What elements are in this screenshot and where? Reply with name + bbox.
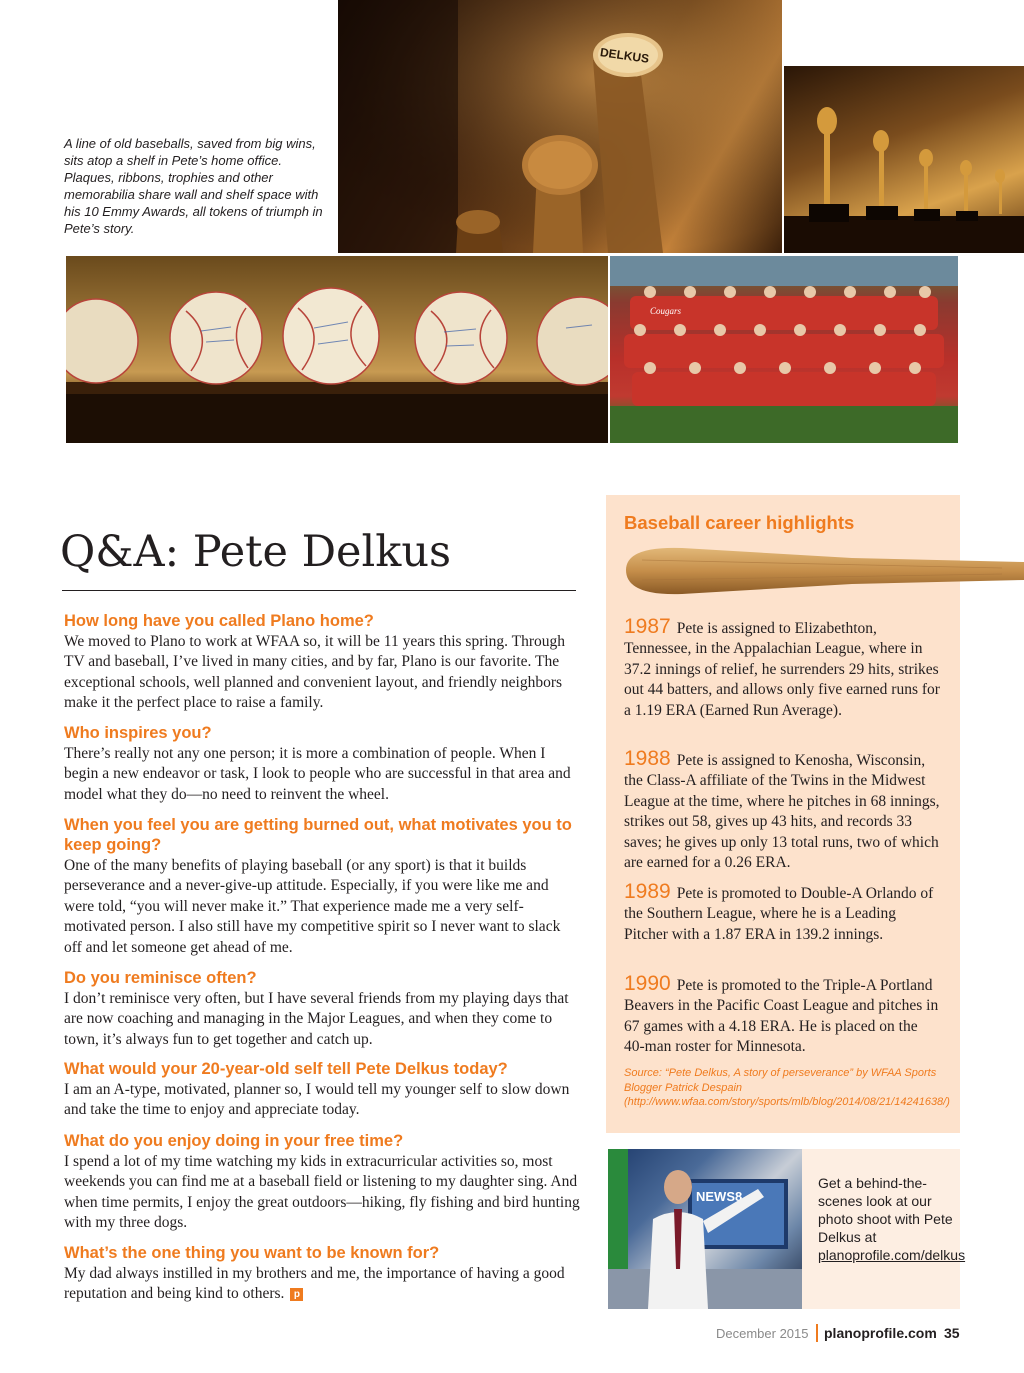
answer-text: My dad always instilled in my brothers and me, the importance of having a good reputation and being kind to others. — [64, 1265, 565, 1303]
answer: We moved to Plano to work at WFAA so, it will be 11 years this spring. Through TV and baseball, I’ve lived in many cities, and by far, Plano is our favorite. The exceptional schools, well planned and convenient layout, and friendly neighbors make it the perfect place to raise a family. — [64, 633, 566, 712]
answer — [64, 1264, 580, 1305]
qa-item — [64, 968, 580, 1050]
end-mark-icon: p — [290, 1288, 303, 1301]
highlight-year: 1990 — [624, 972, 671, 995]
qa-item — [64, 1059, 580, 1121]
answer: I am an A-type, motivated, planner so, I would tell my younger self to slow down and take the time to enjoy and appreciate today. — [64, 1081, 570, 1119]
highlight-text: Pete is assigned to Elizabethton, Tennessee, in the Appalachian League, where in 37.2 innings of relief, he surrenders 29 hits, strikes out 44 batters, and allows only five earned runs for a 1.19 ERA (Earned Run Average). — [624, 620, 940, 719]
tv-studio-photo — [608, 1149, 802, 1309]
question: What would your 20-year-old self tell Pete Delkus today? — [64, 1060, 508, 1078]
qa-item — [64, 815, 580, 958]
qa-item — [64, 611, 580, 714]
footer-date: December 2015 — [716, 1326, 809, 1341]
page-number: 35 — [944, 1325, 960, 1341]
qa-item — [64, 723, 580, 805]
highlight-text: Pete is assigned to Kenosha, Wisconsin, the Class-A affiliate of the Twins in the Midwest League at the time, where he pitches in 68 innings, strikes out 58, gives up 43 hits, and records 33 saves; he gives up only 13 total runs, two of which are earned for a 0.26 ERA. — [624, 752, 940, 872]
highlight-1990 — [624, 974, 940, 1058]
question: What’s the one thing you want to be known for? — [64, 1244, 440, 1262]
footer-site[interactable]: planoprofile.com — [824, 1325, 937, 1341]
photo-caption: A line of old baseballs, saved from big wins, sits atop a shelf in Pete’s home office. Plaques, ribbons, trophies and other memorabilia share wall and shelf space with his 10 Emmy Awards, all tokens of triumph in Pete’s story. — [64, 136, 323, 236]
highlight-1988 — [624, 749, 940, 873]
footer-divider — [816, 1324, 818, 1342]
team-illustration — [610, 256, 958, 443]
team-photo — [610, 256, 958, 443]
bats-illustration — [338, 0, 782, 253]
answer: One of the many benefits of playing baseball (or any sport) is that it builds perseverance and a never-give-up attitude. Especially, if you were like me and were told, “you will never make it.” That experience made me a very self-motivated person. I also still have my competitive spirit so I never want to slack off and let someone get ahead of me. — [64, 857, 561, 956]
tv-illustration — [608, 1149, 802, 1309]
sidebar-title: Baseball career highlights — [624, 512, 855, 533]
team-jersey-label: Cougars — [650, 306, 682, 316]
baseballs-illustration — [66, 256, 608, 443]
bats-photo — [338, 0, 782, 253]
highlight-year: 1989 — [624, 880, 671, 903]
question: How long have you called Plano home? — [64, 612, 374, 630]
page-title: Q&A: Pete Delkus — [60, 527, 452, 577]
question: Who inspires you? — [64, 724, 212, 742]
source-citation: Source: “Pete Delkus, A story of perseverance” by WFAA Sports Blogger Patrick Despain (http://www.wfaa.com/story/sports/mlb/blog/2014/08/21/14241638/) — [624, 1067, 950, 1108]
title-divider — [62, 590, 576, 591]
qa-item — [64, 1131, 580, 1234]
bat-end-label: DELKUS — [599, 45, 650, 66]
highlight-year: 1988 — [624, 747, 671, 770]
trophies-illustration — [784, 66, 1024, 253]
highlight-text: Pete is promoted to Double-A Orlando of the Southern League, where he is a Leading Pitcher with a 1.87 ERA in 139.2 innings. — [624, 885, 934, 943]
question: What do you enjoy doing in your free time? — [64, 1132, 404, 1150]
qa-item — [64, 1243, 580, 1305]
promo-text-block — [818, 1174, 966, 1264]
bat-illustration — [622, 540, 1024, 602]
highlight-text: Pete is promoted to the Triple-A Portland Beavers in the Pacific Coast League and pitches in 67 games with a 4.18 ERA. He is placed on the 40-man roster for Minnesota. — [624, 977, 939, 1056]
highlight-1989 — [624, 882, 940, 945]
question: When you feel you are getting burned out, what motivates you to keep going? — [64, 816, 572, 854]
baseball-bat-image — [622, 540, 1024, 602]
promo-link[interactable]: planoprofile.com/delkus — [818, 1247, 966, 1263]
emmy-trophies-photo — [784, 66, 1024, 253]
baseballs-photo — [66, 256, 608, 443]
answer: I don’t reminisce very often, but I have several friends from my playing days that are now coaching and managing in the Major Leagues, and when they come to town, it’s always fun to get together and catch up. — [64, 990, 569, 1048]
answer: I spend a lot of my time watching my kids in extracurricular activities so, most weekends you can find me at a baseball field or listening to my daughter sing. And when time permits, I enjoy the great outdoors—hiking, fly fishing and bird hunting with my three dogs. — [64, 1153, 580, 1232]
news-logo: NEWS8 — [696, 1189, 743, 1204]
answer: There’s really not any one person; it is more a combination of people. When I begin a new endeavor or task, I look to people who are successful in that area and model what they do—no need to reinvent the wheel. — [64, 745, 571, 803]
highlight-year: 1987 — [624, 615, 671, 638]
question: Do you reminisce often? — [64, 969, 257, 987]
promo-text: Get a behind-the-scenes look at our photo shoot with Pete Delkus at — [818, 1175, 953, 1245]
highlight-1987 — [624, 617, 940, 721]
